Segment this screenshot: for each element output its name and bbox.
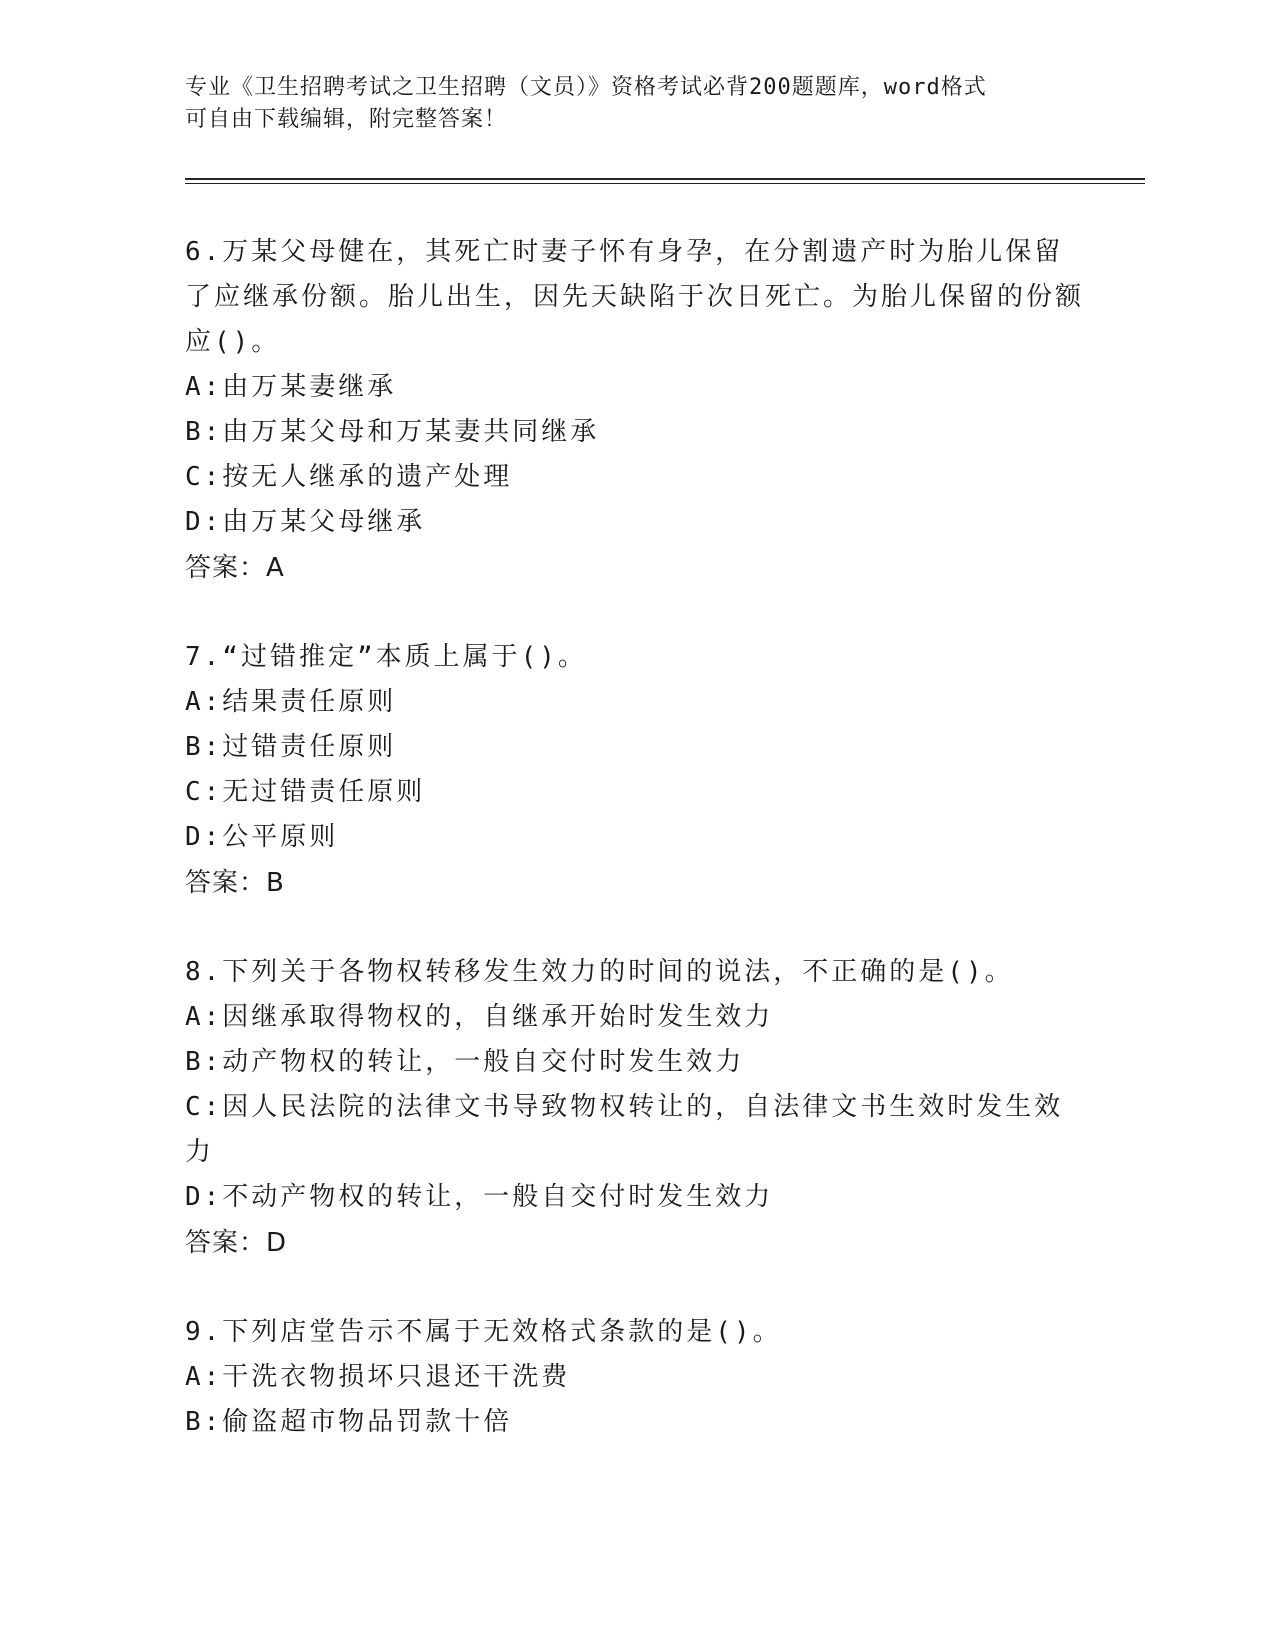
document-header [185,72,1065,136]
question-6 [185,230,1085,591]
question-stem: 8.下列关于各物权转移发生效力的时间的说法，不正确的是()。 [185,957,1014,987]
option-a: A:干洗衣物损坏只退还干洗费 [185,1362,571,1392]
option-b: B:由万某父母和万某妻共同继承 [185,417,600,447]
question-7 [185,635,1085,906]
option-a: A:由万某妻继承 [185,372,397,402]
option-c: C:按无人继承的遗产处理 [185,462,513,492]
option-b: B:动产物权的转让，一般自交付时发生效力 [185,1047,745,1077]
option-b: B:过错责任原则 [185,732,397,762]
header-line-2: 可自由下载编辑，附完整答案！ [185,107,508,132]
question-stem: 6.万某父母健在，其死亡时妻子怀有身孕，在分割遗产时为胎儿保留了应继承份额。胎儿出生，因先天缺陷于次日死亡。为胎儿保留的份额应()。 [185,237,1085,357]
answer: 答案：B [185,868,285,898]
header-divider-bottom [185,183,1145,184]
answer: 答案：A [185,553,285,583]
answer: 答案：D [185,1228,288,1258]
option-a: A:结果责任原则 [185,687,397,717]
question-stem: 7.“过错推定”本质上属于()。 [185,642,587,672]
option-d: D:由万某父母继承 [185,507,426,537]
option-d: D:不动产物权的转让，一般自交付时发生效力 [185,1182,774,1212]
option-a: A:因继承取得物权的，自继承开始时发生效力 [185,1002,774,1032]
question-list [185,230,1085,1489]
header-line-1: 专业《卫生招聘考试之卫生招聘（文员）》资格考试必背200题题库，word格式 [185,75,987,100]
question-8 [185,950,1085,1266]
question-9 [185,1310,1085,1445]
option-c: C:无过错责任原则 [185,777,426,807]
option-c: C:因人民法院的法律文书导致物权转让的，自法律文书生效时发生效力 [185,1092,1064,1167]
question-stem: 9.下列店堂告示不属于无效格式条款的是()。 [185,1317,782,1347]
header-divider-top [185,178,1145,180]
option-b: B:偷盗超市物品罚款十倍 [185,1407,513,1437]
option-d: D:公平原则 [185,822,339,852]
